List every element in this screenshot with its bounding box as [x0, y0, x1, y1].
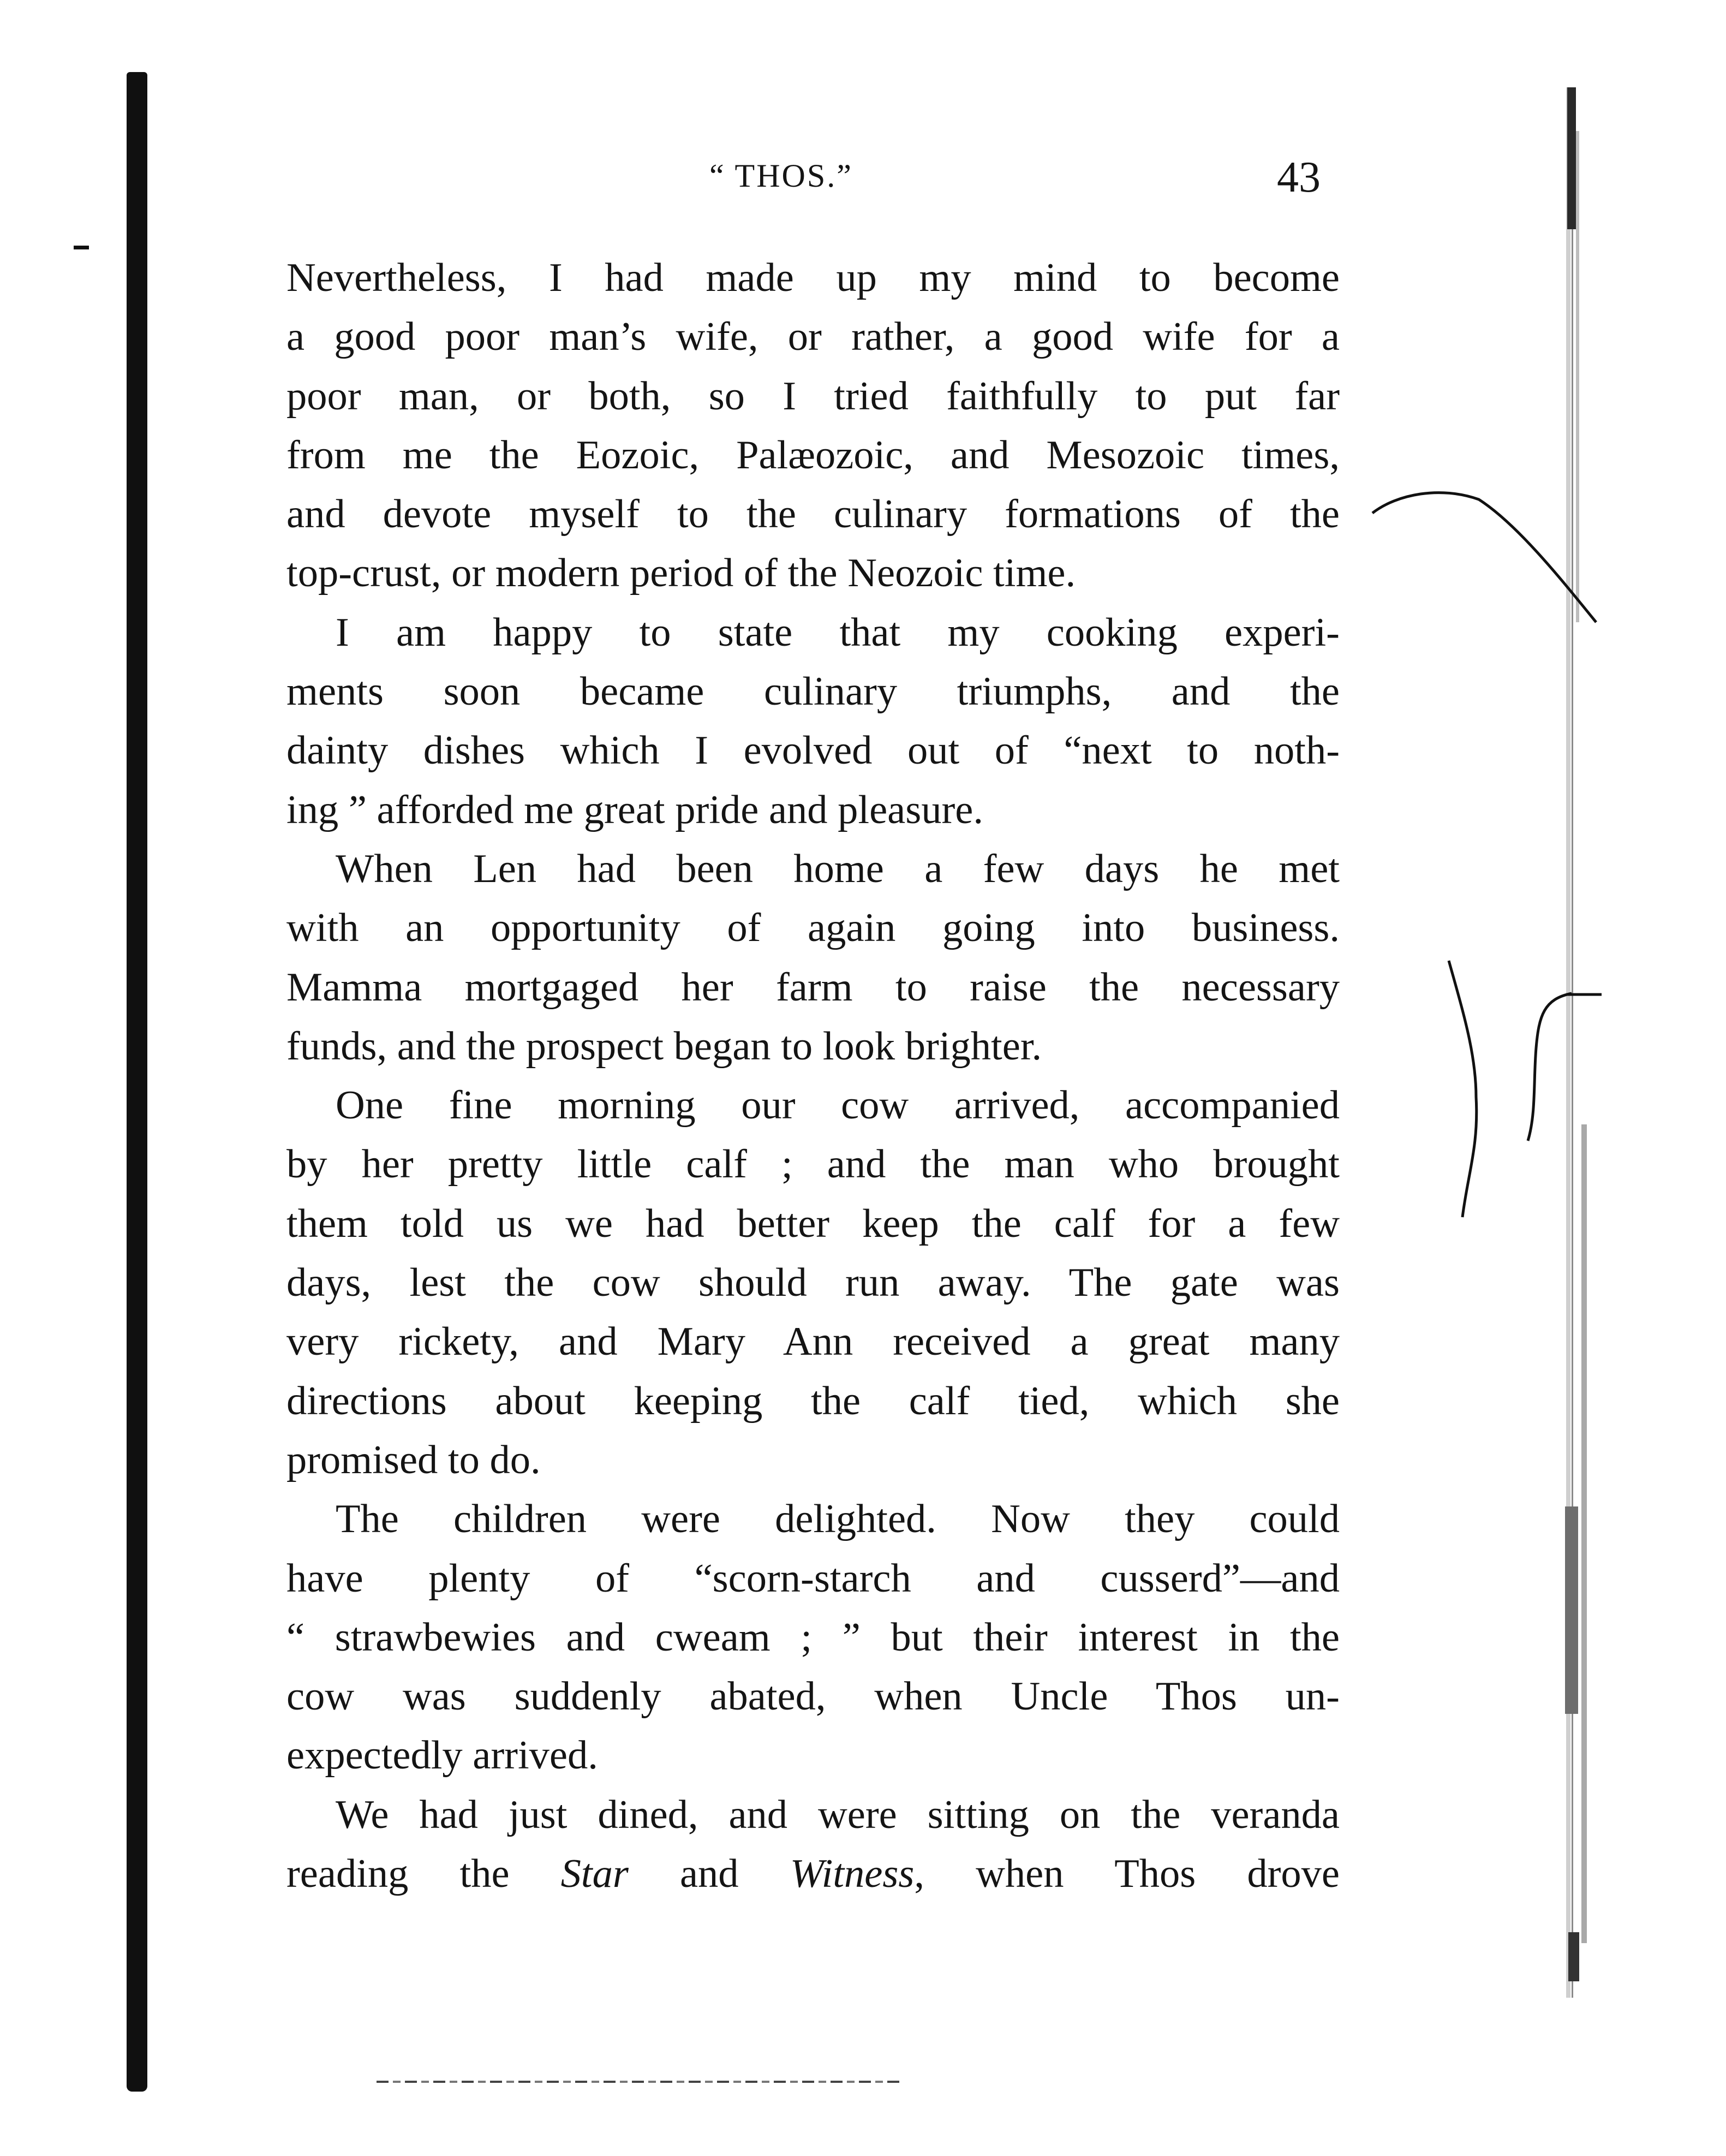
- text-line: When Len had been home a few days he met: [336, 846, 1340, 891]
- bottom-rule: [377, 2081, 900, 2083]
- text-line: One fine morning our cow arrived, accompanied: [336, 1083, 1340, 1128]
- text-line: with an opportunity of again going into business.: [286, 906, 1340, 951]
- paragraph-1: [286, 248, 1340, 603]
- text-line: funds, and the prospect began to look brighter.: [286, 1023, 1042, 1069]
- newspaper-title-witness: Witness: [790, 1851, 915, 1897]
- text-line: I am happy to state that my cooking experi-: [336, 610, 1340, 655]
- newspaper-title-star: Star: [560, 1851, 629, 1897]
- text-line: by her pretty little calf ; and the man who brought: [286, 1142, 1340, 1187]
- text-line: have plenty of “scorn-starch and cusserd”—and: [286, 1556, 1340, 1601]
- text-line: Nevertheless, I had made up my mind to become: [286, 255, 1340, 300]
- margin-tick-mark: [74, 246, 89, 249]
- page-edge-texture: [1565, 87, 1631, 1998]
- text-line: a good poor man’s wife, or rather, a good wife for a: [286, 314, 1340, 360]
- text-line: them told us we had better keep the calf for a few: [286, 1201, 1340, 1246]
- text-run: , when Thos drove: [914, 1851, 1340, 1897]
- body-text: [286, 248, 1340, 1903]
- text-line: ing ” afforded me great pride and pleasure.: [286, 787, 983, 832]
- text-line: ments soon became culinary triumphs, and the: [286, 669, 1340, 714]
- text-line: expectedly arrived.: [286, 1733, 598, 1778]
- pencil-bracket-left: [1449, 961, 1477, 1217]
- text-line: and devote myself to the culinary formations of the: [286, 492, 1340, 537]
- text-line: “ strawbewies and cweam ; ” but their interest in the: [286, 1615, 1340, 1660]
- paragraph-5: [286, 1490, 1340, 1785]
- text-line: We had just dined, and were sitting on the veranda: [336, 1792, 1340, 1837]
- text-line: Mamma mortgaged her farm to raise the necessary: [286, 964, 1340, 1010]
- text-line: cow was suddenly abated, when Uncle Thos un-: [286, 1674, 1340, 1719]
- text-line: top-crust, or modern period of the Neozoic time.: [286, 551, 1076, 596]
- page-number: 43: [1277, 153, 1321, 201]
- paragraph-6: [286, 1785, 1340, 1904]
- paragraph-2: [286, 603, 1340, 839]
- text-line: dainty dishes which I evolved out of “next to noth-: [286, 728, 1340, 773]
- text-line: poor man, or both, so I tried faithfully to put far: [286, 373, 1340, 419]
- paragraph-3: [286, 839, 1340, 1076]
- page-header: [0, 146, 1726, 212]
- text-line: [286, 1844, 1340, 1903]
- text-line: very rickety, and Mary Ann received a great many: [286, 1319, 1340, 1365]
- paragraph-4: [286, 1076, 1340, 1490]
- text-run: reading the: [286, 1851, 561, 1897]
- text-run: and: [628, 1851, 790, 1897]
- text-line: directions about keeping the calf tied, which she: [286, 1378, 1340, 1424]
- pencil-bracket-upper: [1372, 493, 1596, 622]
- text-line: from me the Eozoic, Palæozoic, and Mesozoic times,: [286, 432, 1340, 478]
- text-line: days, lest the cow should run away. The gate was: [286, 1260, 1340, 1306]
- text-line: The children were delighted. Now they could: [336, 1497, 1340, 1542]
- text-line: promised to do.: [286, 1437, 541, 1482]
- binding-shadow: [127, 72, 147, 2092]
- running-head: “ THOS.”: [709, 158, 853, 194]
